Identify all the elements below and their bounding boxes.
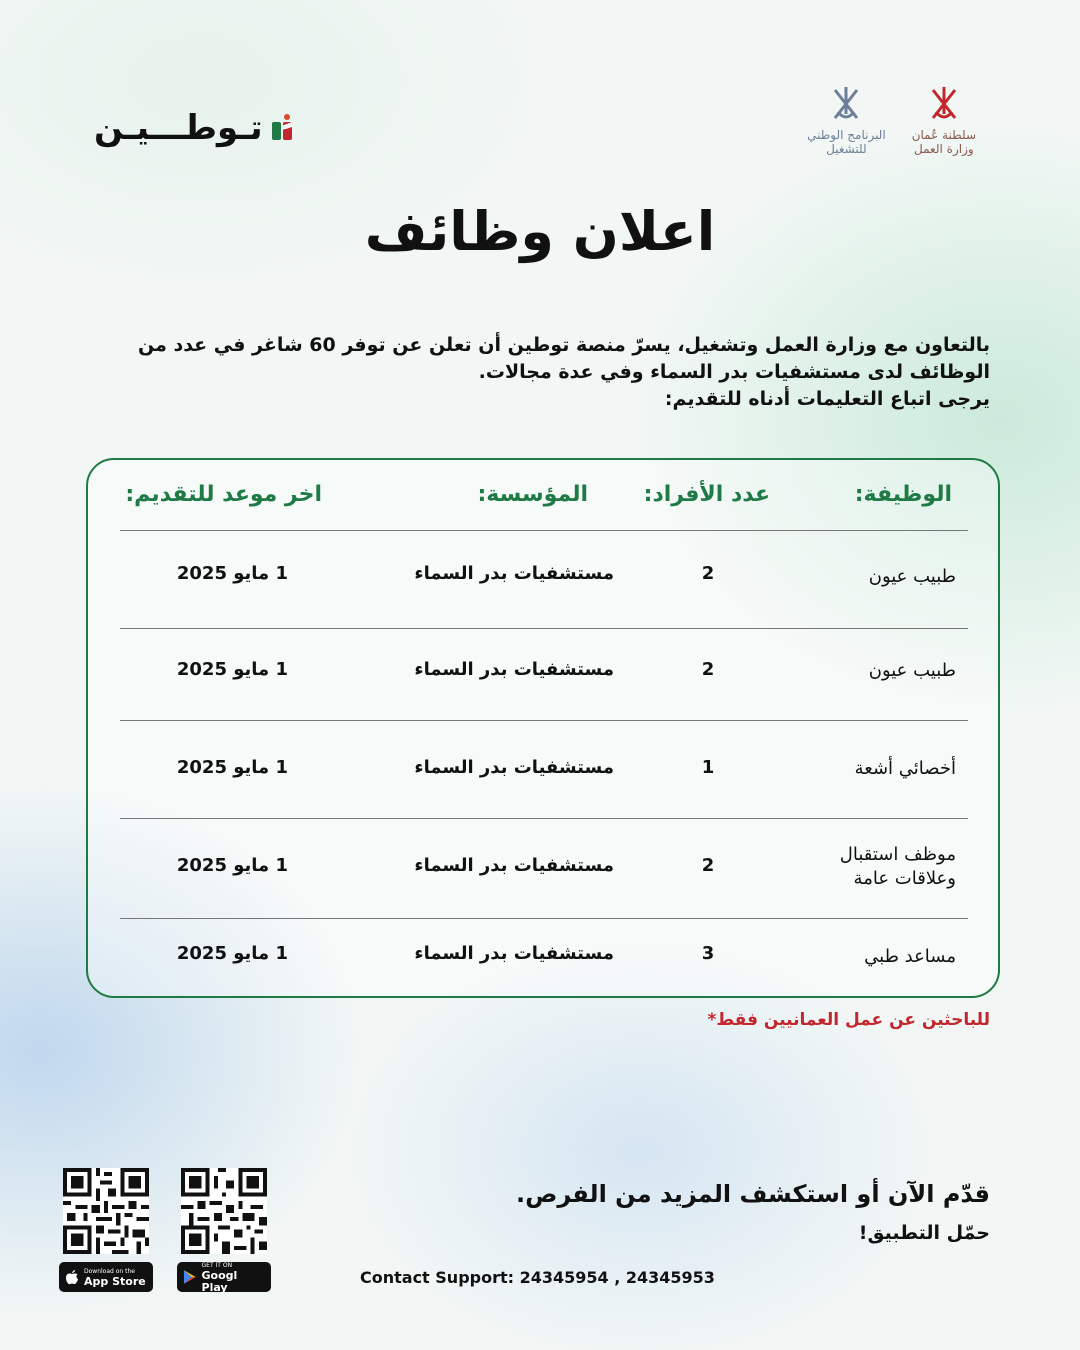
google-play-download[interactable] [176, 1168, 272, 1292]
intro-line-2: الوظائف لدى مستشفيات بدر السماء وفي عدة مجالات. [478, 361, 990, 383]
table-row [120, 918, 968, 996]
organization: مستشفيات بدر السماء [414, 757, 614, 778]
cta-download-app: حمّل التطبيق! [858, 1222, 990, 1244]
tawteen-logo [94, 108, 299, 148]
deadline: 1 مايو 2025 [176, 943, 288, 964]
vacancy-count: 2 [701, 659, 715, 680]
table-header [88, 460, 998, 532]
table-row [120, 628, 968, 720]
intro-line-3: يرجى اتباع التعليمات أدناه للتقديم: [664, 388, 990, 410]
vacancy-count: 3 [701, 943, 715, 964]
tawteen-mark-icon [269, 113, 299, 143]
header-job: الوظيفة: [854, 482, 952, 507]
national-employment-program-logo [807, 84, 886, 156]
cta-heading: قدّم الآن أو استكشف المزيد من الفرص. [515, 1180, 990, 1208]
job-title: أخصائي أشعة [854, 758, 956, 779]
npe-caption-line1: البرنامج الوطني [807, 128, 886, 142]
vacancy-count: 1 [701, 757, 715, 778]
google-play-qr-code[interactable] [181, 1168, 267, 1254]
deadline: 1 مايو 2025 [176, 563, 288, 584]
job-title: مساعد طبي [864, 946, 956, 967]
intro-line-1: بالتعاون مع وزارة العمل وتشغيل، يسرّ منصة توطين أن تعلن عن توفر 60 شاغر في عدد من [137, 334, 990, 356]
oman-emblem-icon [829, 84, 863, 124]
table-row [120, 720, 968, 818]
organization: مستشفيات بدر السماء [414, 943, 614, 964]
oman-khanjar-icon [927, 84, 961, 124]
header-organization: المؤسسة: [477, 482, 588, 507]
deadline: 1 مايو 2025 [176, 855, 288, 876]
npe-caption-line2: للتشغيل [826, 142, 867, 156]
header-count: عدد الأفراد: [643, 482, 770, 507]
job-title: موظف استقبال وعلاقات عامة [839, 844, 956, 889]
organization: مستشفيات بدر السماء [414, 855, 614, 876]
play-icon [183, 1269, 197, 1285]
header-deadline: اخر موعد للتقديم: [125, 482, 322, 507]
google-play-small-label: GET IT ON [201, 1261, 233, 1269]
app-store-download[interactable] [58, 1168, 154, 1292]
app-store-small-label: Download on the [84, 1267, 135, 1275]
apple-icon [65, 1269, 79, 1285]
job-title: طبيب عيون [868, 566, 956, 587]
app-store-badge[interactable] [59, 1262, 153, 1292]
app-store-qr-code[interactable] [63, 1168, 149, 1254]
deadline: 1 مايو 2025 [176, 659, 288, 680]
table-row [120, 530, 968, 628]
ministry-of-labour-logo [912, 84, 976, 156]
vacancy-count: 2 [701, 855, 715, 876]
google-play-badge[interactable] [177, 1262, 271, 1292]
page-title: اعلان وظائف [364, 200, 716, 263]
tawteen-wordmark: تـوطـــيـن [94, 108, 263, 148]
jobs-table [86, 458, 1000, 998]
government-logos [807, 84, 976, 156]
mol-caption-line2: وزارة العمل [914, 142, 974, 156]
google-play-label: Googl Play [201, 1268, 238, 1294]
deadline: 1 مايو 2025 [176, 757, 288, 778]
table-row [120, 818, 968, 918]
mol-caption-line1: سلطنة عُمان [911, 128, 976, 142]
intro-paragraph [100, 332, 990, 413]
app-store-label: App Store [84, 1274, 146, 1288]
organization: مستشفيات بدر السماء [414, 659, 614, 680]
contact-support: Contact Support: 24345954 , 24345953 [360, 1268, 715, 1287]
organization: مستشفيات بدر السماء [414, 563, 614, 584]
eligibility-note: للباحثين عن عمل العمانيين فقط* [707, 1010, 990, 1030]
vacancy-count: 2 [701, 563, 715, 584]
job-title: طبيب عيون [868, 660, 956, 681]
